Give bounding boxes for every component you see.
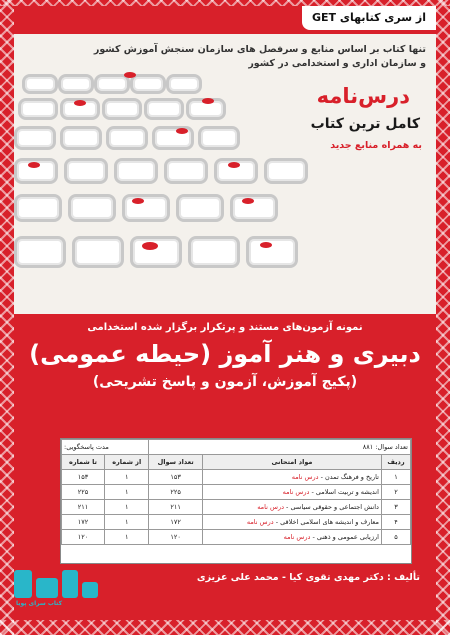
series-label: از سری کتابهای GET [302, 6, 436, 30]
table-row: ۳ دانش اجتماعی و حقوقی سیاسی - درس نامه ۲۱۱ ۱ ۲۱۱ [62, 500, 411, 515]
watermark-text: کتاب سرای پویا [16, 600, 63, 607]
header-subject: مواد امتحانی [202, 455, 381, 470]
description-line-1: تنها کتاب بر اساس منابع و سرفصل های سازمان سنجش آموزش کشور [93, 44, 426, 55]
header-to: تا شماره [62, 455, 105, 470]
header-from: از شماره [105, 455, 149, 470]
band-subtitle: نمونه آزمون‌های مستند و پرتکرار برگزار شده استخدامی [87, 322, 363, 333]
total-questions: تعداد سوال: ۸۸۱ [149, 440, 411, 455]
title-main: درس‌نامه [316, 84, 410, 108]
title-sub: کامل ترین کتاب [310, 116, 420, 132]
table-row: ۲ اندیشه و تربیت اسلامی - درس نامه ۲۲۵ ۱ ۲۲۵ [62, 485, 411, 500]
trays-illustration [14, 70, 314, 314]
left-border-pattern [0, 0, 14, 635]
description-line-2: و سازمان اداری و استخدامی در کشور [248, 58, 426, 69]
book-title: دبیری و هنر آموز (حیطه عمومی) [29, 340, 421, 368]
duration: مدت پاسخگویی: [62, 440, 149, 455]
table-header-row [62, 455, 411, 470]
exam-table [60, 438, 412, 564]
right-border-pattern [436, 0, 450, 635]
table-row: ۵ ارزیابی عمومی و ذهنی - درس نامه ۱۲۰ ۱ ۱۲۰ [62, 530, 411, 545]
table-row: ۱ تاریخ و فرهنگ تمدن - درس نامه ۱۵۳ ۱ ۱۵۳ [62, 470, 411, 485]
title-note: به همراه منابع جدید [330, 140, 422, 151]
table-row: ۴ معارف و اندیشه های اسلامی اخلاقی - درس نامه ۱۷۲ ۱ ۱۷۲ [62, 515, 411, 530]
bottom-border-pattern [0, 620, 450, 635]
authors: تألیف : دکتر مهدی تقوی کیا - محمد علی عزیزی [196, 572, 420, 583]
header-num: ردیف [381, 455, 410, 470]
header-count: تعداد سوال [149, 455, 203, 470]
package-subtitle: (پکیج آموزش، آزمون و پاسخ تشریحی) [92, 374, 358, 390]
